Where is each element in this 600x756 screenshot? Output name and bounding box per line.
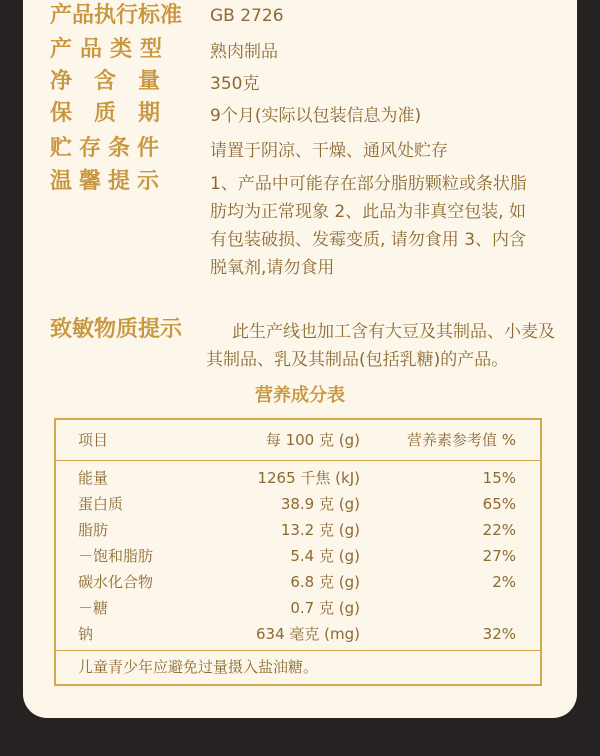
nutrient-amount: 1265 千焦 (kJ) [257, 469, 360, 487]
table-row [56, 517, 540, 543]
nutrient-nrv: 15% [482, 469, 516, 487]
nutrient-nrv: 27% [482, 547, 516, 565]
header-nrv: 营养素参考值 % [406, 431, 516, 449]
tips-label: 温馨提示 [50, 169, 167, 194]
type-label: 产品类型 [50, 37, 171, 62]
nutrition-header-row [56, 420, 540, 461]
table-row [56, 543, 540, 569]
type-value: 熟肉制品 [210, 42, 278, 62]
shelf-life-value: 9个月(实际以包装信息为准) [210, 106, 422, 126]
nutrition-footer [56, 650, 540, 684]
nutrient-amount: 13.2 克 (g) [280, 521, 360, 539]
nutrient-name: 碳水化合物 [78, 573, 154, 591]
table-row [56, 491, 540, 517]
nutrient-name: 脂肪 [78, 521, 109, 539]
nutrient-nrv: 2% [492, 573, 516, 591]
allergen-value: 此生产线也加工含有大豆及其制品、小麦及其制品、乳及其制品(包括乳糖)的产品。 [206, 322, 555, 370]
nutrient-amount: 0.7 克 (g) [290, 599, 360, 617]
nutrient-amount: 634 毫克 (mg) [255, 625, 360, 643]
nutrient-nrv: 32% [482, 625, 516, 643]
header-item: 项目 [78, 431, 109, 449]
standard-label: 产品执行标准 [50, 3, 183, 28]
storage-label: 贮存条件 [50, 136, 167, 161]
nutrient-name: 能量 [78, 469, 109, 487]
nutrition-title: 营养成分表 [255, 385, 345, 406]
nutrient-amount: 38.9 克 (g) [280, 495, 360, 513]
nutrition-table [54, 418, 542, 686]
nutrient-name: －饱和脂肪 [78, 547, 154, 565]
weight-value: 350克 [210, 74, 260, 94]
storage-value: 请置于阴凉、干燥、通风处贮存 [210, 141, 448, 161]
tips-value: 1、产品中可能存在部分脂肪颗粒或条状脂肪均为正常现象 2、此品为非真空包装, 如有包装破损、发霉变质, 请勿食用 3、内含脱氧剂,请勿食用 [210, 174, 527, 278]
nutrient-amount: 6.8 克 (g) [290, 573, 360, 591]
nutrient-nrv: 22% [482, 521, 516, 539]
product-info-card [23, 0, 577, 718]
nutrient-nrv: 65% [482, 495, 516, 513]
standard-value: GB 2726 [210, 6, 284, 26]
nutrition-footer-text: 儿童青少年应避免过量摄入盐油糖。 [78, 658, 319, 676]
header-per-100g: 每 100 克 (g) [265, 431, 360, 449]
allergen-label: 致敏物质提示 [50, 317, 183, 342]
nutrient-name: －糖 [78, 599, 109, 617]
nutrient-name: 钠 [78, 625, 94, 643]
table-row [56, 621, 540, 647]
nutrient-name: 蛋白质 [78, 495, 124, 513]
table-row [56, 595, 540, 621]
table-row [56, 569, 540, 595]
weight-label: 净含量 [50, 69, 183, 94]
shelf-life-label: 保质期 [50, 101, 183, 126]
nutrient-amount: 5.4 克 (g) [290, 547, 360, 565]
table-row [56, 465, 540, 491]
